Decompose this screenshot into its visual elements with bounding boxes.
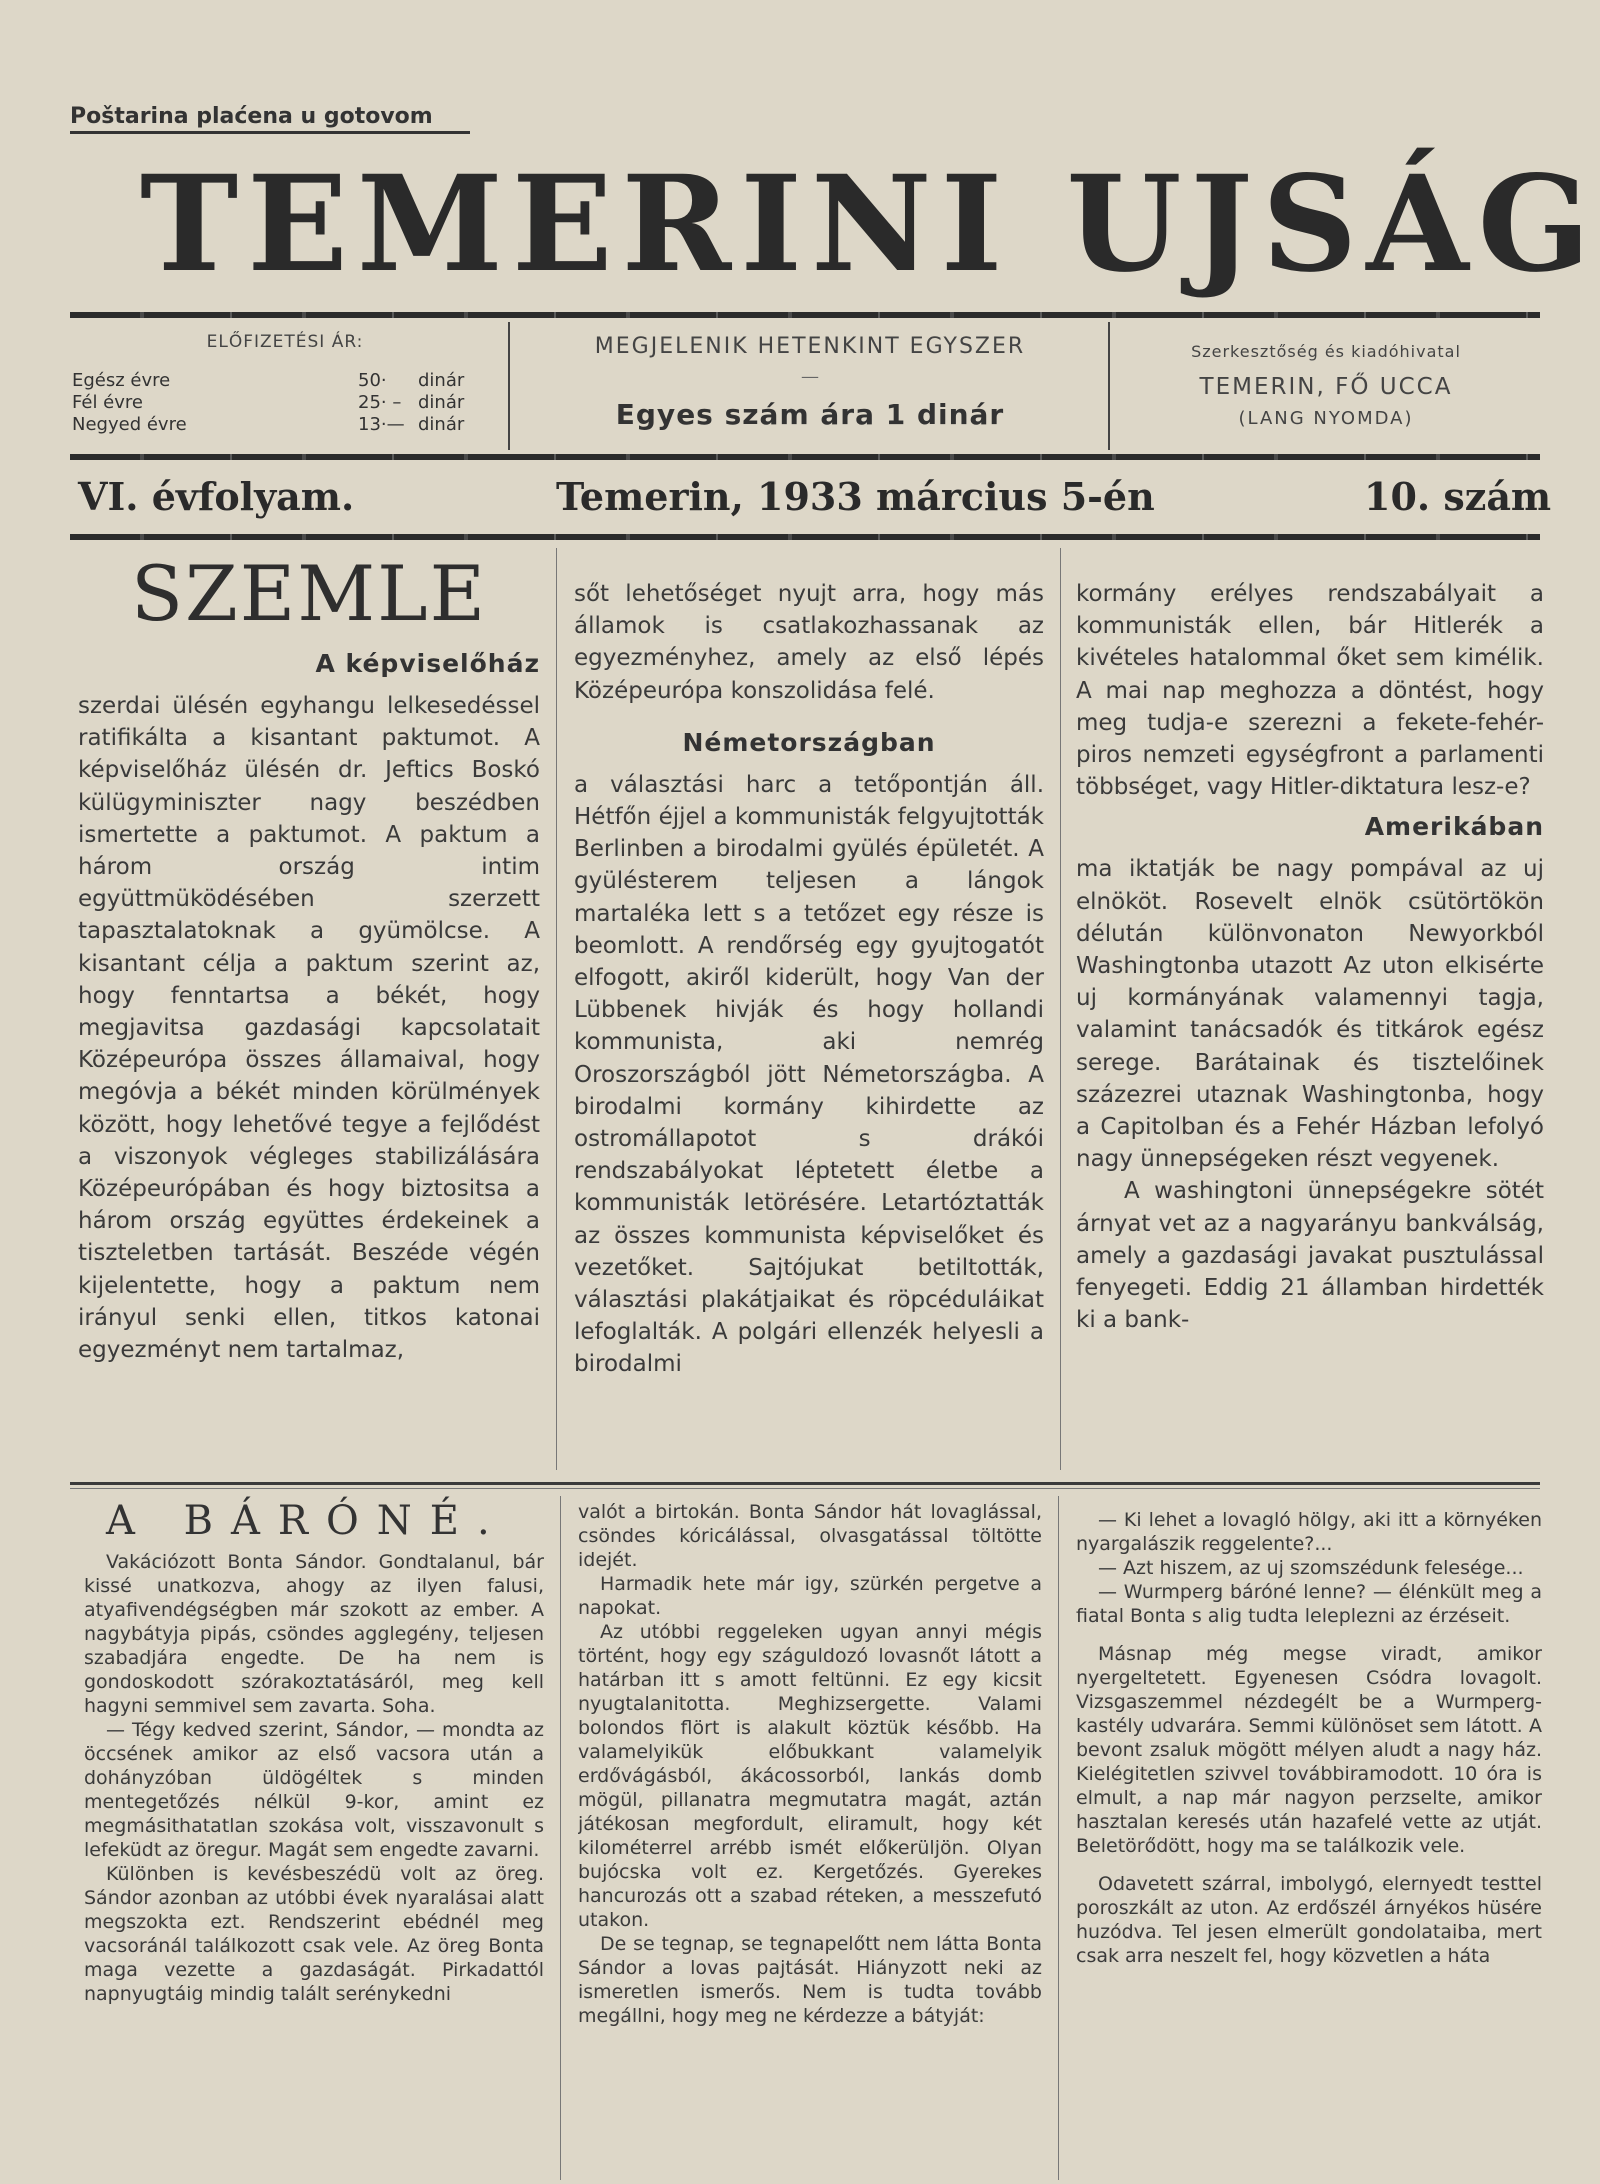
header-divider xyxy=(508,322,510,450)
section-rule xyxy=(70,1482,1540,1485)
price-period: Negyed évre xyxy=(72,414,187,435)
issue-date: Temerin, 1933 március 5-én xyxy=(556,474,1155,519)
story-paragraph: Vakációzott Bonta Sándor. Gondtalanul, bár kissé unatkozva, ahogy az ilyen falusi, atyafivendégségben már szokott az ember. A nagybátyja pipás, csöndes agglegény, teljesen szabadjára engedte. De ha nem is gondoskodott szórakoztatásáról, meg kell hagyni semmivel sem zavarta. Soha. xyxy=(84,1551,544,1717)
masthead-title: TEMERINI UJSÁG xyxy=(140,147,1600,302)
section-heading: Németországban xyxy=(682,727,936,757)
story-paragraph: Másnap még megse viradt, amikor nyergeltetett. Egyenesen Csódra lovagolt. Vizsgaszemmel nézdegélt be a Wurmperg-kastély udvarára. Semmi különöset sem látott. A bevont zsaluk mögött mélyen aludt a nagy ház. Kielégitetlen szivvel továbbiramodott. 10 óra is elmult, a nap már nagyon perzselte, amikor hasztalan keresés után hazafelé vette az utját. Beletörődött, hogy ma se találkozik vele. xyxy=(1076,1643,1542,1857)
article-text: kormány erélyes rendszabályait a kommunisták ellen, bár Hitlerék a kivételes hatalommal őket sem kimélik. A mai nap meghozza a döntést, hogy meg tudja-e szerezni a fekete-fehér-piros nemzeti egységfront a parlamenti többséget, vagy Hitler-diktatura lesz-e? xyxy=(1076,581,1544,801)
price-period: Fél évre xyxy=(72,392,143,413)
article-text: ma iktatják be nagy pompával az uj elnököt. Rosevelt elnök csütörtökön délután különvonaton Newyorkból Washingtonba utazott Az uton elkisérte uj kormányának valamennyi tagja, valamint tanácsadók és titkárok egész serege. Barátainak és tisztelőinek százezrei utaznak Washingtonba, hogy a Capitolban és a Fehér Házban lefolyó nagy ünnepségeken részt vegyenek. xyxy=(1076,856,1544,1173)
column-divider xyxy=(1058,1496,1059,2180)
price-value: 13·— xyxy=(358,414,405,435)
section-rule xyxy=(70,1488,1540,1489)
frequency-line: MEGJELENIK HETENKINT EGYSZER xyxy=(594,334,1026,359)
price-unit: dinár xyxy=(418,414,465,435)
rule-top xyxy=(70,312,1540,318)
story-paragraph: Harmadik hete már igy, szürkén pergetve a napokat. xyxy=(578,1573,1042,1619)
postage-note: Poštarina plaćena u gotovom xyxy=(70,104,470,134)
story-paragraph: De se tegnap, se tegnapelőtt nem látta Bonta Sándor a lovas pajtását. Hiányzott neki az ismeretlen ismerős. Nem is tudta tovább megállni, hogy meg ne kérdezze a bátyját: xyxy=(578,1933,1042,2027)
story-column-3 xyxy=(1076,1508,1542,2180)
story-paragraph: — Azt hiszem, az uj szomszédunk felesége... xyxy=(1098,1557,1524,1579)
editorial-label: Szerkesztőség és kiadóhivatal xyxy=(1191,342,1461,361)
story-paragraph: valót a birtokán. Bonta Sándor hát lovaglással, csöndes kóricálással, olvasgatással töltötte idejét. xyxy=(578,1501,1042,1571)
column-divider xyxy=(1060,548,1061,1470)
article-text: A washingtoni ünnepségekre sötét árnyat vet az a nagyarányu bankválság, amely a gazdasági javakat pusztulással fenyegeti. Eddig 21 államban hirdették ki a bank- xyxy=(1076,1178,1544,1334)
editorial-address: TEMERIN, FŐ UCCA xyxy=(1199,374,1453,400)
szemle-column-2 xyxy=(574,578,1044,1470)
issue-number: 10. szám xyxy=(1364,474,1552,519)
volume-label: VI. évfolyam. xyxy=(78,474,355,519)
subscription-box xyxy=(70,322,500,450)
szemle-title: SZEMLE xyxy=(130,549,488,638)
column-divider xyxy=(556,548,557,1470)
paragraph-gap xyxy=(1076,1858,1542,1872)
frequency-dash: — xyxy=(801,366,819,387)
column-divider xyxy=(560,1496,561,2180)
story-column-1 xyxy=(84,1496,544,2180)
section-heading: A képviselőház xyxy=(315,649,540,678)
section-heading: Amerikában xyxy=(1364,812,1544,842)
story-column-2 xyxy=(578,1500,1042,2180)
article-text: sőt lehetőséget nyujt arra, hogy más államok is csatlakozhassanak az egyezményhez, amely az első lépés Középeurópa konszolidása felé. xyxy=(574,581,1044,704)
story-paragraph: — Wurmperg báróné lenne? — élénkült meg a fiatal Bonta s alig tudta leleplezni az érzéseit. xyxy=(1076,1581,1542,1627)
story-paragraph: — Ki lehet a lovagló hölgy, aki itt a környéken nyargalászik reggelente?... xyxy=(1076,1509,1542,1555)
frequency-box xyxy=(512,322,1108,450)
editorial-box xyxy=(1112,322,1540,450)
price-value: 50· xyxy=(358,370,387,391)
price-unit: dinár xyxy=(418,370,465,391)
story-paragraph: Különben is kevésbeszédü volt az öreg. Sándor azonban az utóbbi évek nyaralásai alatt megszokta ezt. Rendszerint ebédnél meg vacsoránál találkozott csak vele. Az öreg Bonta maga vezette a gazdaságát. Pirkadattól napnyugtáig mindig talált serénykedni xyxy=(84,1863,544,2005)
story-title: A BÁRÓNÉ. xyxy=(106,1498,508,1544)
story-paragraph: Az utóbbi reggeleken ugyan annyi mégis történt, hogy egy száguldozó lovasnőt látott a határban itt s amott feltünni. Ez egy kicsit nyugtalanitotta. Meghizsergette. Valami bolondos flört is alakult köztük később. Ha valamelyikük előbukkant valamelyik erdővágásból, ákácossorból, lankás domb mögül, pillanatra megmutatra magát, aztán játékosan megfordult, eliramult, hogy két kilométerrel arrébb ismét előkerüljön. Olyan bujócska volt ez. Kergetőzés. Gyerekes hancurozás ott a szabad réteken, a messzefutó utakon. xyxy=(578,1621,1042,1931)
price-period: Egész évre xyxy=(72,370,171,391)
editorial-printer: (LANG NYOMDA) xyxy=(1238,408,1414,429)
szemle-column-3 xyxy=(1076,578,1544,1470)
price-unit: dinár xyxy=(418,392,465,413)
header-divider xyxy=(1108,322,1110,450)
paragraph-gap xyxy=(1076,1628,1542,1642)
article-text: a választási harc a tetőpontján áll. Hétfőn éjjel a kommunisták felgyujtották Berlinben a birodalmi gyülés épületét. A gyülésterem teljesen a lángok martaléka lett s a tetőzet egy része is beomlott. A rendőrség egy gyujtogatót elfogott, akiről kiderült, hogy Van der Lübbenek hivják és hogy hollandi kommunista, aki nemrég Oroszországból jött Németországba. A birodalmi kormány kihirdette az ostromállapotot s drákói rendszabályokat léptetett életbe a kommunisták letörésére. Letartóztatták az összes kommunista képviselőket és vezetőket. Sajtójukat betiltották, választási plakátjaikat és röpcéduláikat lefoglalták. A polgári ellenzék helyesli a birodalmi xyxy=(574,771,1044,1378)
szemle-column-1 xyxy=(78,548,540,1470)
subscription-heading: ELŐFIZETÉSI ÁR: xyxy=(206,332,364,352)
single-issue-price: Egyes szám ára 1 dinár xyxy=(615,398,1005,431)
article-text: szerdai ülésén egyhangu lelkesedéssel ratifikálta a kisantant paktumot. A képviselőház ülésén dr. Jeftics Boskó külügyminiszter nagy beszédben ismertette a paktumot. A paktum a három ország intim együttmüködésében szerzett tapasztalatoknak a gyümölcse. A kisantant célja a paktum szerint az, hogy fenntartsa a békét, hogy megjavitsa gazdasági kapcsolatait Középeurópa összes államaival, hogy megóvja a békét minden körülmények között, hogy lehetővé tegye a fejlődést a viszonyok végleges stabilizálására Középeurópában és hogy biztositsa a három ország együttes érdekeinek a tiszteletben tartását. Beszéde végén kijelentette, hogy a paktum nem irányul senki ellen, titkos katonai egyezményt nem tartalmaz, xyxy=(78,693,540,1364)
rule-bottom xyxy=(70,534,1540,540)
story-paragraph: — Tégy kedved szerint, Sándor, — mondta az öccsének amikor az első vacsora után a dohányzóban üldögéltek s minden mentegetőzés nélkül 9-kor, amint ez megmásithatatlan szokása volt, visszavonult s lefeküdt az öregur. Magát sem engedte zavarni. xyxy=(84,1719,544,1861)
price-value: 25· – xyxy=(358,392,402,413)
story-paragraph: Odavetett szárral, imbolygó, elernyedt testtel poroszkált az uton. Az erdőszél árnyékos hüsére huzódva. Tel jesen elmerült gondolataiba, mert csak arra neszelt fel, hogy közvetlen a háta xyxy=(1076,1873,1542,1967)
rule-middle xyxy=(70,454,1540,460)
